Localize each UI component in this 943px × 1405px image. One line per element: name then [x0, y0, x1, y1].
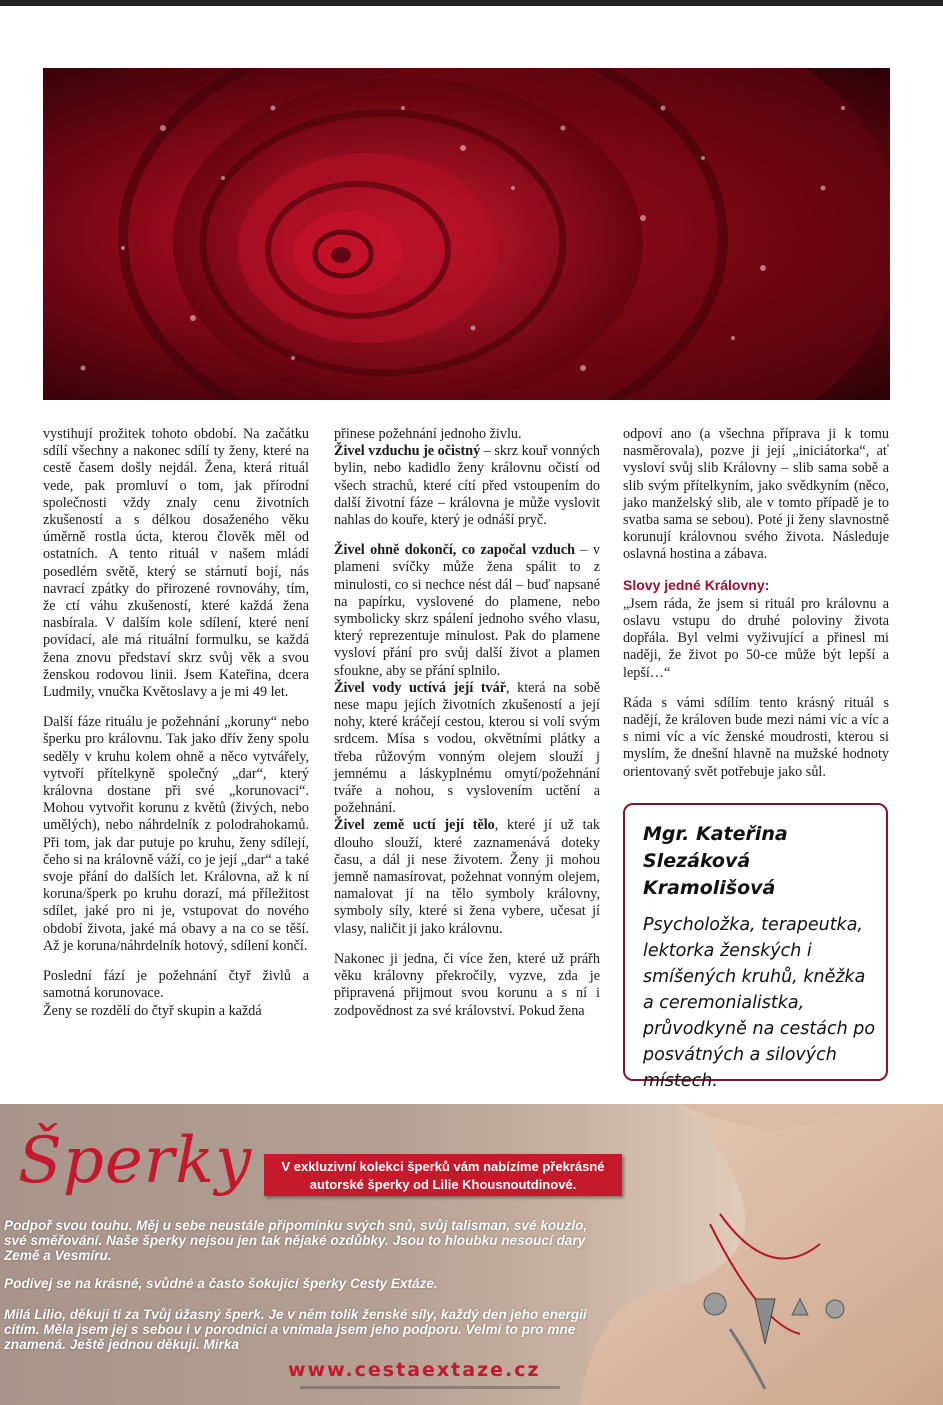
sperky-logo: Šperky	[18, 1124, 253, 1198]
author-name: Mgr. Kateřina Slezáková Kramolišová	[643, 823, 788, 899]
element-water-text: , která na sobě nese mapu jejích životních zkušeností a její nohy, které kráčejí cestou, kterou si volí svým srdcem. Mísa s vodou, okvětními plátky a třeba růžovým vonným olejem slouží j jemnému a láskyplnému omytí/požehnání tváře a nohou, s vyslovením uctění a požehnání.	[334, 679, 600, 817]
element-water-paragraph	[334, 680, 600, 818]
article-column-1	[43, 426, 309, 1020]
element-fire-paragraph	[334, 542, 600, 680]
paragraph: Ráda s vámi sdílím tento krásný rituál s nadějí, že královen bude mezi námi víc a víc a s nimi víc a víc ženské moudrosti, kterou si myslím, že dnešní hlavně na mužské hodnoty orientovaný svět potřebuje jako sůl.	[623, 694, 889, 780]
paragraph: Další fáze rituálu je požehnání „koruny“ nebo šperku pro královnu. Tak jako dřív ženy spolu seděly v kruhu kolem ohně a něco vytvářely, vytvoří přítelkyně společný „dar“, který královna dostane při své „korunovaci“. Mohou vytvořit korunu z květů (živých, nebo umělých), nebo náhrdelník z polodrahokamů. Při tom, jak dar putuje po kruhu, ženy sdílejí, čeho si na královně váží, co je její „dar“ a také svoje přání do dalších let. Královna, až k ní koruna/šperk po kruhu dorazí, má příležitost sdílet, jaké pro ni je, vstupovat do nového období života, jaké má obavy a na co se těší. Až je koruna/náhrdelník hotový, sdílení končí.	[43, 714, 309, 954]
paragraph: Poslední fází je požehnání čtyř živlů a samotná korunovace.	[43, 968, 309, 1002]
element-air-text: – skrz kouř vonných bylin, nebo kadidlo ženy královnu očistí od všech strachů, které cítí před vstoupením do další životní fáze – královna je může vyslovit nahlas do kouře, který je odnáší pryč.	[334, 443, 601, 529]
rose-illustration	[43, 68, 890, 400]
paragraph: Ženy se rozdělí do čtyř skupin a každá	[43, 1002, 262, 1019]
woman-necklace-photo	[560, 1104, 943, 1405]
ad-banner: V exkluzivní kolekci šperků vám nabízíme překrásné autorské šperky od Lilie Khousnoutdinové.	[264, 1154, 622, 1196]
element-earth-heading: Živel země uctí její tělo	[334, 817, 495, 834]
divider	[300, 1386, 560, 1389]
element-fire-heading: Živel ohně dokončí, co započal vzduch	[334, 542, 576, 559]
author-box	[623, 803, 888, 1091]
element-earth-paragraph	[334, 817, 600, 937]
author-role: Psycholožka, terapeutka, lektorka ženských i smíšených kruhů, kněžka a ceremonialistka, průvodkyně na cestách po posvátných a silových místech.	[643, 915, 876, 1091]
quote-heading: Slovy jedné Královny:	[623, 576, 770, 593]
ad-text: Podívej se na krásné, svůdné a často šokující šperky Cesty Extáze.	[4, 1276, 438, 1291]
element-air-heading: Živel vzduchu je očistný	[334, 443, 481, 460]
element-air-paragraph	[334, 443, 600, 529]
website-link[interactable]: www.cestaextaze.cz	[288, 1359, 541, 1381]
rose-photo	[43, 68, 890, 400]
ad-text: Podpoř svou touhu. Měj u sebe neustále připomínku svých snů, svůj talisman, své kouzlo, své směřování. Naše šperky nejsou jen tak nějaké ozdůbky. Jsou to hloubku nesoucí dary Země a Vesmíru.	[4, 1218, 588, 1263]
paragraph: vystihují prožitek tohoto období. Na začátku sdílí všechny a nakonec sdílí ty ženy, které na cestě časem došly nejdál. Žena, která rituál vede, pak promluví o tom, jak přírodní společnosti vždy znaly cenu životních zkušeností a s délkou dosaženého věku úměrně rostla úcta, kterou člověk měl od ostatních. A tento rituál v našem mládí posedlém světě, který se stárnutí bojí, nás navrací zpátky do přirozené rovnováhy, tím, že ctí váhu zkušeností, které každá žena nasbírala. V dalším kole sdílení, které není povídací, ale má rituální formulku, se každá žena znovu představí skrz svůj věk a svou ženskou rodovou linii. Jsem Kateřina, dcera Ludmily, vnučka Květoslavy a je mi 49 let.	[43, 426, 309, 701]
paragraph: Nakonec ji jedna, či více žen, které už prářh věku královny překročily, vyzve, zda je připravená přijmout svou korunu a s ní i zodpovědnost za své království. Pokud žena	[334, 950, 600, 1019]
quote-text: „Jsem ráda, že jsem si rituál pro královnu a oslavu vstupu do druhé poloviny života dopřála. Byl velmi vyživující a přinesl mi naději, že život po 50-ce může být lepší a lepší…“	[623, 595, 889, 681]
paragraph: přinese požehnání jednoho živlu.	[334, 426, 522, 442]
paragraph: odpoví ano (a všechna příprava ji k tomu nasměrovala), pozve ji její „iniciátorka“, ať vysloví svůj slib Královny – slib sama sobě a slib svým přítelkyním, jako svědkyním (něco, jako manželský slib, ale v tomto případě je to svatba sama se sebou). Poté ji ženy slavnostně korunují královnou svého života. Následuje oslavná hostina a zábava.	[623, 426, 889, 563]
ad-testimonial: Milá Lilio, děkuji ti za Tvůj úžasný šperk. Je v něm tolik ženské síly, každý den jeho energii cítím. Měla jsem jej s sebou i v porodnici a vnímala jsem jeho podporu. Velmi to pro mne znamená. Ještě jednou děkuji. Mirka	[4, 1307, 587, 1352]
top-bar	[0, 0, 943, 6]
element-earth-text: , které jí už tak dlouho slouží, které zaznamenává doteky času, a dál ji nese životem. Ženy ji mohou jemně namasírovat, požehnat vonným olejem, namalovat jí na tělo symboly královny, symboly síly, které si žena vybere, učesat jí vlasy, naličit ji jako královnu.	[334, 817, 600, 937]
element-fire-text: – v plameni svíčky může žena spálit to z minulosti, co si nechce nést dál – buď napsané na papírku, vyslovené do plamene, nebo symbolicky skrz spálení jednoho svého vlasu, který reprezentuje minulost. Pak do plamene vysloví přání pro svůj další život a plamen sfoukne, aby se přání splnilo.	[334, 542, 601, 679]
article-column-2	[334, 426, 600, 1020]
jewelry-advertisement	[0, 1104, 943, 1405]
article-column-3	[623, 426, 889, 794]
element-water-heading: Živel vody uctívá její tvář	[334, 679, 507, 696]
